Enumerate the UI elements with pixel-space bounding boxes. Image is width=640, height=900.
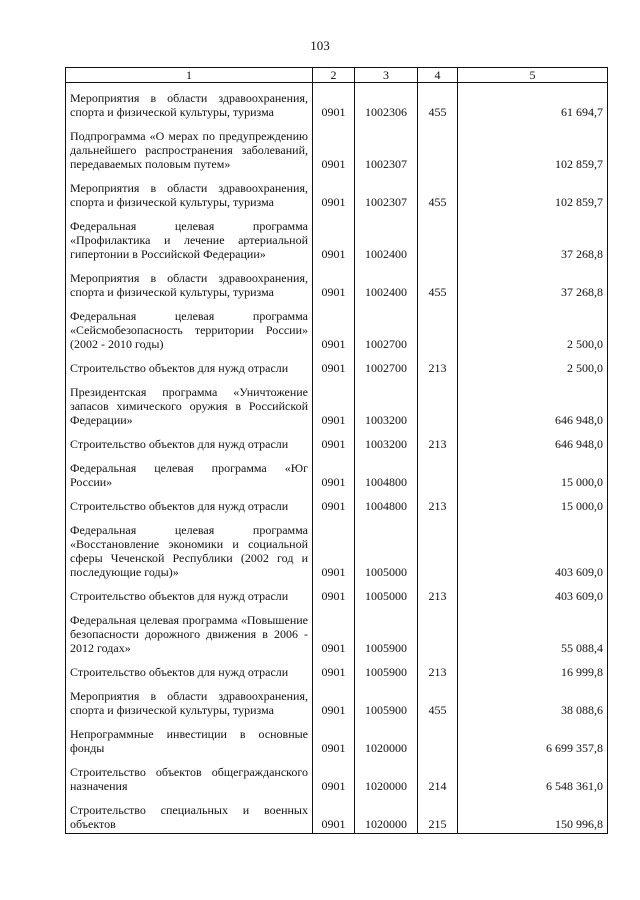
- table-row: [66, 687, 608, 719]
- row-name: Мероприятия в области здравоохранения, спорта и физической культуры, туризма: [66, 687, 313, 719]
- row-section: 0901: [313, 359, 355, 377]
- row-section: 0901: [313, 217, 355, 263]
- row-target-code: 1002307: [355, 179, 418, 211]
- row-expense-type: [418, 307, 458, 353]
- row-target-code: 1002400: [355, 217, 418, 263]
- row-target-code: 1002700: [355, 307, 418, 353]
- row-target-code: 1002700: [355, 359, 418, 377]
- row-section: 0901: [313, 587, 355, 605]
- row-name: Мероприятия в области здравоохранения, спорта и физической культуры, туризма: [66, 179, 313, 211]
- row-section: 0901: [313, 497, 355, 515]
- row-amount: 2 500,0: [458, 307, 608, 353]
- table-row: [66, 497, 608, 515]
- table-row: [66, 269, 608, 301]
- row-expense-type: [418, 725, 458, 757]
- row-amount: 102 859,7: [458, 179, 608, 211]
- table-row: [66, 307, 608, 353]
- row-target-code: 1002307: [355, 127, 418, 173]
- row-section: 0901: [313, 687, 355, 719]
- row-section: 0901: [313, 435, 355, 453]
- row-amount: 150 996,8: [458, 801, 608, 834]
- row-section: 0901: [313, 725, 355, 757]
- row-expense-type: [418, 611, 458, 657]
- table-row: [66, 383, 608, 429]
- row-name: Федеральная целевая программа «Восстановление экономики и социальной сферы Чеченской Республики (2002 год и последующие годы)»: [66, 521, 313, 581]
- row-name: Строительство объектов для нужд отрасли: [66, 587, 313, 605]
- row-name: Строительство объектов для нужд отрасли: [66, 435, 313, 453]
- table-row: [66, 587, 608, 605]
- row-amount: 646 948,0: [458, 435, 608, 453]
- row-name: Подпрограмма «О мерах по предупреждению дальнейшего распространения заболеваний, передаваемых половым путем»: [66, 127, 313, 173]
- row-expense-type: 455: [418, 89, 458, 121]
- row-name: Федеральная целевая программа «Юг России»: [66, 459, 313, 491]
- row-expense-type: [418, 521, 458, 581]
- row-target-code: 1005900: [355, 611, 418, 657]
- row-target-code: 1005000: [355, 521, 418, 581]
- row-section: 0901: [313, 611, 355, 657]
- table-row: [66, 179, 608, 211]
- row-name: Непрограммные инвестиции в основные фонды: [66, 725, 313, 757]
- row-target-code: 1005900: [355, 687, 418, 719]
- row-expense-type: 213: [418, 435, 458, 453]
- row-amount: 16 999,8: [458, 663, 608, 681]
- row-amount: 403 609,0: [458, 587, 608, 605]
- row-expense-type: 213: [418, 663, 458, 681]
- row-name: Федеральная целевая программа «Сейсмобезопасность территории России» (2002 - 2010 годы): [66, 307, 313, 353]
- row-expense-type: [418, 383, 458, 429]
- table-row: [66, 217, 608, 263]
- row-amount: 15 000,0: [458, 497, 608, 515]
- row-section: 0901: [313, 269, 355, 301]
- row-name: Строительство объектов для нужд отрасли: [66, 359, 313, 377]
- row-amount: 646 948,0: [458, 383, 608, 429]
- table-row: [66, 459, 608, 491]
- table-row: [66, 127, 608, 173]
- table-row: [66, 801, 608, 834]
- row-section: 0901: [313, 383, 355, 429]
- row-name: Строительство специальных и военных объектов: [66, 801, 313, 834]
- row-expense-type: 215: [418, 801, 458, 834]
- row-section: 0901: [313, 521, 355, 581]
- row-expense-type: 455: [418, 269, 458, 301]
- row-name: Мероприятия в области здравоохранения, спорта и физической культуры, туризма: [66, 89, 313, 121]
- row-amount: 6 548 361,0: [458, 763, 608, 795]
- row-target-code: 1002306: [355, 89, 418, 121]
- row-name: Мероприятия в области здравоохранения, спорта и физической культуры, туризма: [66, 269, 313, 301]
- table-row: [66, 89, 608, 121]
- table-row: [66, 763, 608, 795]
- row-target-code: 1020000: [355, 725, 418, 757]
- row-amount: 2 500,0: [458, 359, 608, 377]
- row-section: 0901: [313, 801, 355, 834]
- row-amount: 102 859,7: [458, 127, 608, 173]
- row-section: 0901: [313, 663, 355, 681]
- row-name: Федеральная целевая программа «Повышение безопасности дорожного движения в 2006 - 2012 годах»: [66, 611, 313, 657]
- budget-table: [65, 67, 608, 834]
- row-name: Строительство объектов для нужд отрасли: [66, 497, 313, 515]
- header-col-4: 4: [418, 68, 458, 83]
- row-section: 0901: [313, 763, 355, 795]
- table-row: [66, 359, 608, 377]
- row-expense-type: 213: [418, 359, 458, 377]
- table-row: [66, 611, 608, 657]
- row-name: Строительство объектов для нужд отрасли: [66, 663, 313, 681]
- row-target-code: 1020000: [355, 801, 418, 834]
- row-section: 0901: [313, 179, 355, 211]
- row-expense-type: 213: [418, 587, 458, 605]
- row-amount: 38 088,6: [458, 687, 608, 719]
- row-target-code: 1004800: [355, 497, 418, 515]
- header-col-3: 3: [355, 68, 418, 83]
- row-target-code: 1002400: [355, 269, 418, 301]
- row-expense-type: [418, 217, 458, 263]
- row-target-code: 1005900: [355, 663, 418, 681]
- row-amount: 37 268,8: [458, 217, 608, 263]
- row-name: Президентская программа «Уничтожение запасов химического оружия в Российской Федерации»: [66, 383, 313, 429]
- row-expense-type: 455: [418, 179, 458, 211]
- row-name: Федеральная целевая программа «Профилактика и лечение артериальной гипертонии в Российской Федерации»: [66, 217, 313, 263]
- table-row: [66, 663, 608, 681]
- row-amount: 61 694,7: [458, 89, 608, 121]
- header-col-5: 5: [458, 68, 608, 83]
- row-target-code: 1003200: [355, 383, 418, 429]
- row-amount: 6 699 357,8: [458, 725, 608, 757]
- row-amount: 15 000,0: [458, 459, 608, 491]
- table-body: [66, 83, 608, 834]
- row-expense-type: 455: [418, 687, 458, 719]
- row-expense-type: 213: [418, 497, 458, 515]
- table-row: [66, 435, 608, 453]
- page-number: 103: [310, 38, 330, 53]
- row-amount: 55 088,4: [458, 611, 608, 657]
- row-target-code: 1005000: [355, 587, 418, 605]
- row-section: 0901: [313, 307, 355, 353]
- row-expense-type: 214: [418, 763, 458, 795]
- row-name: Строительство объектов общегражданского назначения: [66, 763, 313, 795]
- row-target-code: 1004800: [355, 459, 418, 491]
- row-section: 0901: [313, 127, 355, 173]
- table-row: [66, 725, 608, 757]
- header-row: [66, 68, 608, 83]
- row-target-code: 1020000: [355, 763, 418, 795]
- row-expense-type: [418, 127, 458, 173]
- row-target-code: 1003200: [355, 435, 418, 453]
- header-col-1: 1: [66, 68, 313, 83]
- row-section: 0901: [313, 459, 355, 491]
- row-expense-type: [418, 459, 458, 491]
- row-section: 0901: [313, 89, 355, 121]
- row-amount: 403 609,0: [458, 521, 608, 581]
- row-amount: 37 268,8: [458, 269, 608, 301]
- header-col-2: 2: [313, 68, 355, 83]
- table-row: [66, 521, 608, 581]
